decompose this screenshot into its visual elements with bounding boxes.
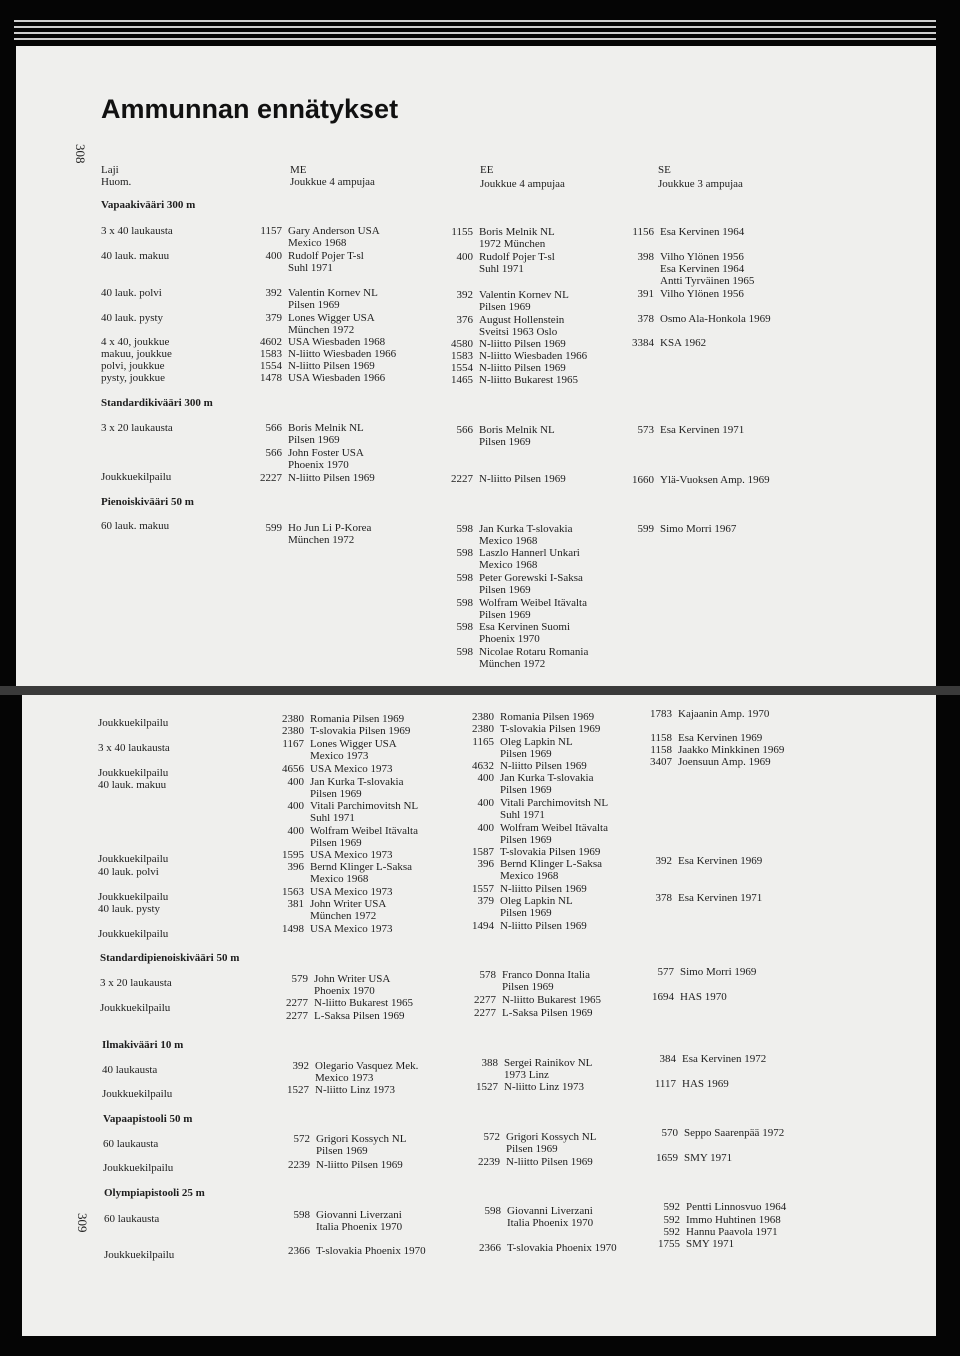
record-entry: 2227 N-liitto Pilsen 1969 bbox=[451, 473, 566, 485]
event-label: Joukkuekilpailu bbox=[103, 1162, 174, 1174]
record-entry: 400 Rudolf Pojer T-sl Suhl 1971 bbox=[265, 250, 364, 275]
record-entry: 1587 T-slovakia Pilsen 1969 bbox=[472, 846, 601, 858]
event-label: Joukkuekilpailu bbox=[104, 1249, 175, 1261]
section-heading: Vapaakivääri 300 m bbox=[101, 199, 196, 211]
record-entry: 2380 Romania Pilsen 1969 bbox=[282, 713, 405, 725]
record-entry: 577 Simo Morri 1969 bbox=[657, 966, 757, 978]
record-entry: Antti Tyrväinen 1965 bbox=[660, 275, 755, 287]
page-edge-strip bbox=[14, 38, 936, 40]
record-entry: 1494 N-liitto Pilsen 1969 bbox=[472, 920, 587, 932]
record-entry: 1465 N-liitto Bukarest 1965 bbox=[451, 374, 578, 386]
record-entry: 566 Boris Melnik NL Pilsen 1969 bbox=[456, 424, 555, 449]
section-heading: Olympiapistooli 25 m bbox=[104, 1187, 205, 1199]
page-title: Ammunnan ennätykset bbox=[101, 94, 399, 124]
record-entry: 2380 T-slovakia Pilsen 1969 bbox=[282, 725, 411, 737]
record-entry: 1165 Oleg Lapkin NL Pilsen 1969 bbox=[472, 736, 573, 761]
record-entry: 1583 N-liitto Wiesbaden 1966 bbox=[260, 348, 397, 360]
record-entry: 599 Simo Morri 1967 bbox=[637, 523, 737, 535]
event-label: 4 x 40, joukkue bbox=[101, 336, 170, 348]
record-entry: 572 Grigori Kossych NL Pilsen 1969 bbox=[483, 1131, 597, 1156]
record-entry: 1167 Lones Wigger USA Mexico 1973 bbox=[282, 738, 397, 763]
record-entry: 592 Immo Huhtinen 1968 bbox=[663, 1214, 781, 1226]
record-entry: 396 Bernd Klinger L-Saksa Mexico 1968 bbox=[287, 861, 413, 886]
record-entry: 2277 L-Saksa Pilsen 1969 bbox=[286, 1010, 405, 1022]
event-label: Joukkuekilpailu bbox=[100, 1002, 171, 1014]
record-entry: 598 Wolfram Weibel Itävalta Pilsen 1969 bbox=[456, 597, 587, 622]
record-entry: 572 Grigori Kossych NL Pilsen 1969 bbox=[293, 1133, 407, 1158]
record-entry: Esa Kervinen 1964 bbox=[660, 263, 745, 275]
column-header-me: ME bbox=[290, 164, 307, 176]
record-entry: 1563 USA Mexico 1973 bbox=[282, 886, 393, 898]
page-edge-strip bbox=[14, 32, 936, 34]
book-fold bbox=[0, 686, 960, 695]
record-entry: 1155 Boris Melnik NL 1972 München bbox=[451, 226, 555, 251]
record-entry: 400 Wolfram Weibel Itävalta Pilsen 1969 bbox=[287, 825, 418, 850]
event-label: 40 lauk. pysty bbox=[98, 903, 161, 915]
record-entry: 2277 L-Saksa Pilsen 1969 bbox=[474, 1007, 593, 1019]
record-entry: 573 Esa Kervinen 1971 bbox=[637, 424, 745, 436]
event-label: Joukkuekilpailu bbox=[98, 928, 169, 940]
record-entry: 4580 N-liitto Pilsen 1969 bbox=[451, 338, 566, 350]
record-entry: 2239 N-liitto Pilsen 1969 bbox=[288, 1159, 403, 1171]
section-heading: Ilmakivääri 10 m bbox=[102, 1039, 184, 1051]
event-label: Joukkuekilpailu bbox=[98, 891, 169, 903]
record-entry: 566 Boris Melnik NL Pilsen 1969 bbox=[265, 422, 364, 447]
page-308 bbox=[16, 46, 936, 686]
record-entry: 4602 USA Wiesbaden 1968 bbox=[260, 336, 386, 348]
column-header-laji: Laji bbox=[101, 164, 119, 176]
event-label: 40 lauk. polvi bbox=[101, 287, 162, 299]
record-entry: 1659 SMY 1971 bbox=[656, 1152, 733, 1164]
record-entry: 2380 Romania Pilsen 1969 bbox=[472, 711, 595, 723]
record-entry: 2366 T-slovakia Phoenix 1970 bbox=[479, 1242, 617, 1254]
record-entry: 400 Vitali Parchimovitsh NL Suhl 1971 bbox=[477, 797, 609, 822]
record-entry: 392 Valentin Kornev NL Pilsen 1969 bbox=[456, 289, 569, 314]
page-309 bbox=[22, 695, 936, 1336]
record-entry: 1498 USA Mexico 1973 bbox=[282, 923, 393, 935]
record-entry: 2380 T-slovakia Pilsen 1969 bbox=[472, 723, 601, 735]
record-entry: 579 John Writer USA Phoenix 1970 bbox=[291, 973, 391, 998]
page-edge-strip bbox=[14, 20, 936, 22]
record-entry: 598 Esa Kervinen Suomi Phoenix 1970 bbox=[456, 621, 571, 646]
record-entry: 378 Osmo Ala-Honkola 1969 bbox=[637, 313, 771, 325]
record-entry: 1554 N-liitto Pilsen 1969 bbox=[260, 360, 375, 372]
record-entry: 598 Giovanni Liverzani Italia Phoenix 1970 bbox=[293, 1209, 403, 1234]
record-entry: 1557 N-liitto Pilsen 1969 bbox=[472, 883, 587, 895]
page-edge-strip bbox=[14, 26, 936, 28]
event-label: 40 lauk. makuu bbox=[101, 250, 170, 262]
page-number: 308 bbox=[73, 144, 88, 164]
record-entry: 3384 KSA 1962 bbox=[632, 337, 707, 349]
event-label: Joukkuekilpailu bbox=[102, 1088, 173, 1100]
record-entry: 1660 Ylä-Vuoksen Amp. 1969 bbox=[632, 474, 770, 486]
record-entry: 4632 N-liitto Pilsen 1969 bbox=[472, 760, 587, 772]
record-entry: 400 Vitali Parchimovitsh NL Suhl 1971 bbox=[287, 800, 419, 825]
record-entry: 1583 N-liitto Wiesbaden 1966 bbox=[451, 350, 588, 362]
event-label: Joukkuekilpailu bbox=[98, 767, 169, 779]
record-entry: 1117 HAS 1969 bbox=[654, 1078, 729, 1090]
record-entry: 1158 Jaakko Minkkinen 1969 bbox=[650, 744, 785, 756]
record-entry: 384 Esa Kervinen 1972 bbox=[659, 1053, 767, 1065]
record-entry: 1527 N-liitto Linz 1973 bbox=[287, 1084, 396, 1096]
record-entry: 592 Pentti Linnosvuo 1964 bbox=[663, 1201, 787, 1213]
record-entry: 3407 Joensuun Amp. 1969 bbox=[650, 756, 771, 768]
record-entry: 381 John Writer USA München 1972 bbox=[287, 898, 387, 923]
record-entry: 1156 Esa Kervinen 1964 bbox=[632, 226, 745, 238]
event-label: polvi, joukkue bbox=[101, 360, 165, 372]
column-header-se: SE bbox=[658, 164, 671, 176]
event-label: 40 laukausta bbox=[102, 1064, 158, 1076]
record-entry: 400 Rudolf Pojer T-sl Suhl 1971 bbox=[456, 251, 555, 276]
event-label: 60 laukausta bbox=[104, 1213, 160, 1225]
record-entry: 598 Laszlo Hannerl Unkari Mexico 1968 bbox=[456, 547, 580, 572]
record-entry: 392 Valentin Kornev NL Pilsen 1969 bbox=[265, 287, 378, 312]
record-entry: 2277 N-liitto Bukarest 1965 bbox=[286, 997, 413, 1009]
column-header-huom: Huom. bbox=[101, 176, 132, 188]
record-entry: 400 Jan Kurka T-slovakia Pilsen 1969 bbox=[287, 776, 404, 801]
record-entry: 2277 N-liitto Bukarest 1965 bbox=[474, 994, 601, 1006]
column-subheader-me: Joukkue 4 ampujaa bbox=[290, 176, 375, 188]
record-entry: 592 Hannu Paavola 1971 bbox=[663, 1226, 778, 1238]
record-entry: 1694 HAS 1970 bbox=[652, 991, 727, 1003]
event-label: Joukkuekilpailu bbox=[98, 853, 169, 865]
record-entry: 1595 USA Mexico 1973 bbox=[282, 849, 393, 861]
record-entry: 599 Ho Jun Li P-Korea München 1972 bbox=[265, 522, 372, 547]
record-entry: 379 Oleg Lapkin NL Pilsen 1969 bbox=[477, 895, 573, 920]
record-entry: 379 Lones Wigger USA München 1972 bbox=[265, 312, 375, 337]
record-entry: 392 Esa Kervinen 1969 bbox=[655, 855, 763, 867]
column-subheader-ee: Joukkue 4 ampujaa bbox=[480, 178, 565, 190]
event-label: Joukkuekilpailu bbox=[101, 471, 172, 483]
event-label: 40 lauk. pysty bbox=[101, 312, 164, 324]
section-heading: Standardipienoiskivääri 50 m bbox=[100, 952, 240, 964]
section-heading: Pienoiskivääri 50 m bbox=[101, 496, 194, 508]
column-subheader-se: Joukkue 3 ampujaa bbox=[658, 178, 743, 190]
event-label: Joukkuekilpailu bbox=[98, 717, 169, 729]
event-label: 3 x 40 laukausta bbox=[101, 225, 173, 237]
record-entry: 570 Seppo Saarenpää 1972 bbox=[661, 1127, 785, 1139]
record-entry: 598 Jan Kurka T-slovakia Mexico 1968 bbox=[456, 523, 573, 548]
record-entry: 1157 Gary Anderson USA Mexico 1968 bbox=[260, 225, 380, 250]
record-entry: 1158 Esa Kervinen 1969 bbox=[650, 732, 763, 744]
record-entry: 598 Giovanni Liverzani Italia Phoenix 1970 bbox=[484, 1205, 594, 1230]
record-entry: 578 Franco Donna Italia Pilsen 1969 bbox=[479, 969, 590, 994]
record-entry: 598 Nicolae Rotaru Romania München 1972 bbox=[456, 646, 589, 671]
section-heading: Vapaapistooli 50 m bbox=[103, 1113, 193, 1125]
event-label: 40 lauk. polvi bbox=[98, 866, 159, 878]
record-entry: 2227 N-liitto Pilsen 1969 bbox=[260, 472, 375, 484]
record-entry: 1783 Kajaanin Amp. 1970 bbox=[650, 708, 770, 720]
event-label: makuu, joukkue bbox=[101, 348, 172, 360]
record-entry: 1755 SMY 1971 bbox=[658, 1238, 735, 1250]
column-header-ee: EE bbox=[480, 164, 494, 176]
record-entry: 392 Olegario Vasquez Mek. Mexico 1973 bbox=[292, 1060, 419, 1085]
record-entry: 378 Esa Kervinen 1971 bbox=[655, 892, 763, 904]
record-entry: 2366 T-slovakia Phoenix 1970 bbox=[288, 1245, 426, 1257]
record-entry: 4656 USA Mexico 1973 bbox=[282, 763, 393, 775]
event-label: 60 laukausta bbox=[103, 1138, 159, 1150]
event-label: 3 x 20 laukausta bbox=[100, 977, 172, 989]
record-entry: 396 Bernd Klinger L-Saksa Mexico 1968 bbox=[477, 858, 603, 883]
record-entry: 400 Jan Kurka T-slovakia Pilsen 1969 bbox=[477, 772, 594, 797]
section-heading: Standardikivääri 300 m bbox=[101, 397, 213, 409]
page-number: 309 bbox=[75, 1213, 90, 1233]
record-entry: 598 Peter Gorewski I-Saksa Pilsen 1969 bbox=[456, 572, 583, 597]
record-entry: 2239 N-liitto Pilsen 1969 bbox=[478, 1156, 593, 1168]
event-label: 3 x 20 laukausta bbox=[101, 422, 173, 434]
record-entry: 1527 N-liitto Linz 1973 bbox=[476, 1081, 585, 1093]
record-entry: 566 John Foster USA Phoenix 1970 bbox=[265, 447, 364, 472]
record-entry: 1478 USA Wiesbaden 1966 bbox=[260, 372, 386, 384]
event-label: pysty, joukkue bbox=[101, 372, 166, 384]
record-entry: 388 Sergei Rainikov NL 1973 Linz bbox=[481, 1057, 593, 1082]
record-entry: 1554 N-liitto Pilsen 1969 bbox=[451, 362, 566, 374]
event-label: 3 x 40 laukausta bbox=[98, 742, 170, 754]
record-entry: 398 Vilho Ylönen 1956 bbox=[637, 251, 744, 263]
record-entry: 376 August Hollenstein Sveitsi 1963 Oslo bbox=[456, 314, 565, 339]
record-entry: 391 Vilho Ylönen 1956 bbox=[637, 288, 744, 300]
record-entry: 400 Wolfram Weibel Itävalta Pilsen 1969 bbox=[477, 822, 608, 847]
event-label: 60 lauk. makuu bbox=[101, 520, 170, 532]
event-label: 40 lauk. makuu bbox=[98, 779, 167, 791]
